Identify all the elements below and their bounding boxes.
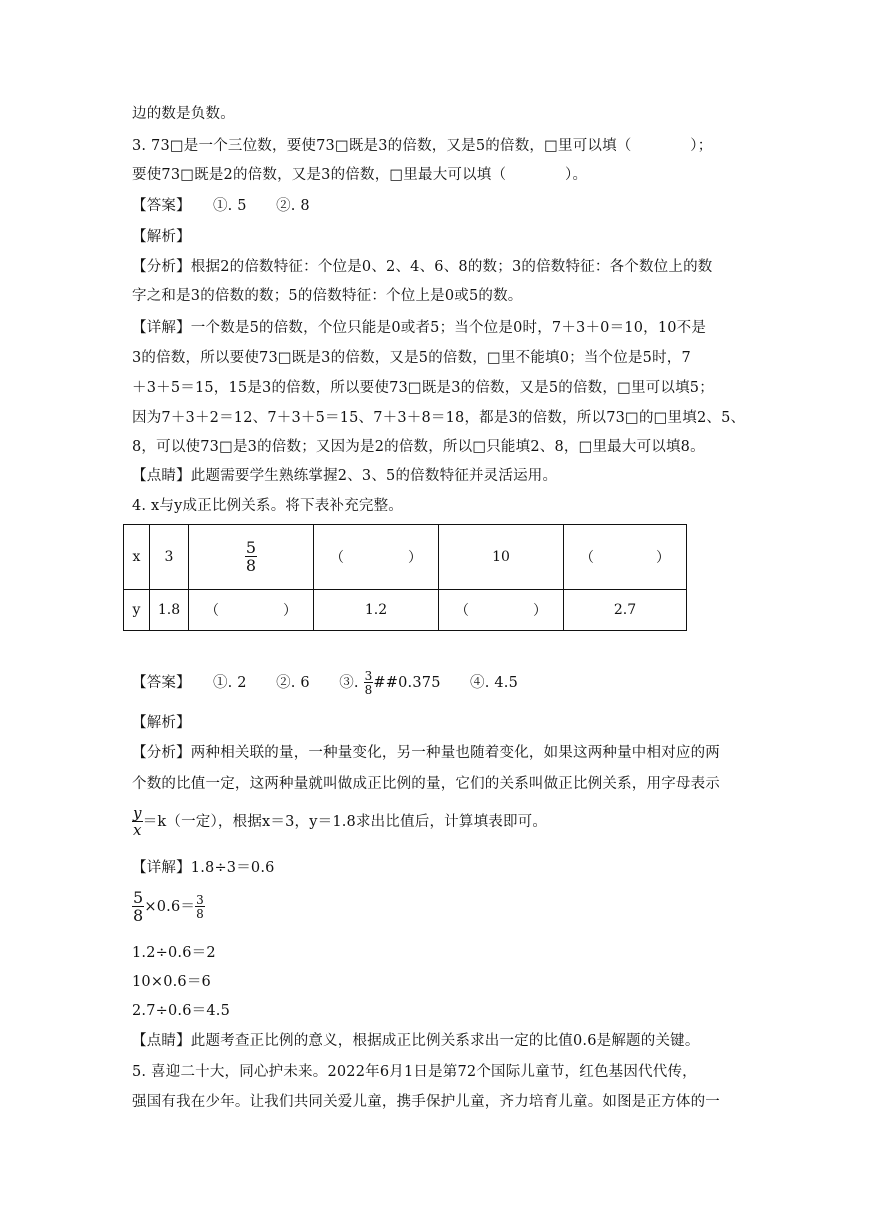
analysis-line: 【分析】两种相关联的量，一种量变化，另一种量也随着变化，如果这两种量中相对应的两: [132, 745, 720, 761]
table-cell-blank: （ ）: [314, 525, 439, 590]
detail-line: ＋3＋5＝15，15是3的倍数，所以要使73□既是3的倍数，又是5的倍数，□里可以填5；: [132, 380, 714, 396]
table-cell: 2.7: [564, 590, 687, 631]
table-cell-blank: （ ）: [189, 590, 314, 631]
analysis-heading: 【解析】: [132, 715, 191, 731]
analysis-line: 个数的比值一定，这两种量就叫做成正比例的量，它们的关系叫做正比例关系，用字母表示: [132, 776, 720, 792]
detail-line: 【详解】1.8÷3＝0.6: [132, 860, 275, 876]
answer-line: 【答案】 ①. 5 ②. 8: [132, 198, 310, 214]
remark-line: 【点睛】此题考查正比例的意义，根据成正比例关系求出一定的比值0.6是解题的关键。: [132, 1033, 700, 1049]
detail-line: 1.2÷0.6＝2: [132, 945, 216, 961]
table-cell-blank: （ ）: [564, 525, 687, 590]
detail-line: $\frac{5}{8}$ ×0.6＝ $\frac{3}{8}$: [133, 888, 204, 925]
table-cell-blank: （ ）: [439, 590, 564, 631]
question-3-line-2: 要使73□既是2的倍数，又是3的倍数，□里最大可以填（ ）。: [132, 167, 588, 183]
table-row-x: [124, 525, 687, 590]
row-header-y: y: [124, 590, 150, 631]
fraction: $\frac{3}{8}$: [196, 893, 204, 921]
answer-line: 【答案】 ①. 2 ②. 6 ③. $\frac{3}{8}$ ##0.375 ④. 4.5: [132, 669, 518, 697]
detail-line: 8，可以使73□是3的倍数；又因为是2的倍数，所以□只能填2、8，□里最大可以填8。: [132, 439, 705, 455]
analysis-line: 字之和是3的倍数的数；5的倍数特征：个位上是0或5的数。: [132, 288, 523, 304]
table-cell: 1.8: [150, 590, 189, 631]
detail-line: 因为7＋3＋2＝12、7＋3＋5＝15、7＋3＋8＝18，都是3的倍数，所以73□的□里填2、5、: [132, 410, 746, 426]
fraction: $\frac{5}{8}$: [245, 538, 257, 575]
detail-line: 2.7÷0.6＝4.5: [132, 1003, 231, 1019]
table-cell: 10: [439, 525, 564, 590]
table-cell-fraction: [189, 525, 314, 590]
remark-line: 【点睛】此题需要学生熟练掌握2、3、5的倍数特征并灵活运用。: [132, 468, 558, 484]
analysis-heading: 【解析】: [132, 229, 191, 245]
detail-line: 3的倍数，所以要使73□既是3的倍数，又是5的倍数，□里不能填0；当个位是5时，7: [132, 350, 691, 366]
fraction: $\frac{5}{8}$: [133, 888, 144, 925]
row-header-x: x: [124, 525, 150, 590]
fraction: $\frac{3}{8}$: [364, 669, 373, 697]
analysis-line: $\frac{y}{x}$ ＝k（一定），根据x＝3，y＝1.8求出比值后，计算填表即可。: [133, 804, 548, 839]
question-5-line-1: 5. 喜迎二十大，同心护未来。2022年6月1日是第72个国际儿童节，红色基因代代传，: [132, 1064, 697, 1080]
question-5-line-2: 强国有我在少年。让我们共同关爱儿童，携手保护儿童，齐力培育儿童。如图是正方体的一: [132, 1094, 720, 1110]
detail-line: 【详解】一个数是5的倍数，个位只能是0或者5；当个位是0时，7＋3＋0＝10，10不是: [132, 320, 707, 336]
text-line: 边的数是负数。: [132, 106, 235, 122]
analysis-line: 【分析】根据2的倍数特征：个位是0、2、4、6、8的数；3的倍数特征：各个数位上的数: [132, 259, 713, 275]
question-3-line-1: 3. 73□是一个三位数，要使73□既是3的倍数，又是5的倍数，□里可以填（ ）；: [132, 138, 713, 154]
fraction-y-over-x: $\frac{y}{x}$: [133, 804, 142, 839]
question-4-line: 4. x与y成正比例关系。将下表补充完整。: [132, 498, 404, 514]
table-cell: 1.2: [314, 590, 439, 631]
proportion-table: [123, 524, 687, 631]
table-row-y: [124, 590, 687, 631]
detail-line: 10×0.6＝6: [132, 974, 211, 990]
table-cell: 3: [150, 525, 189, 590]
